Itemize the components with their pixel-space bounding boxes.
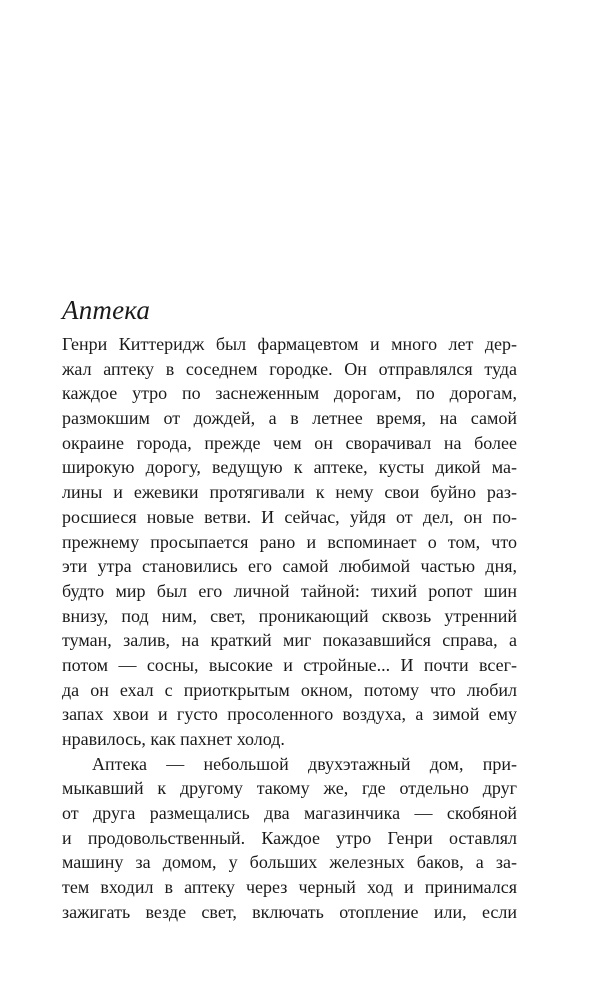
text-line: машину за домом, у больших железных баков, а за- [62,852,517,873]
text-line: запах хвои и густо просоленного воздуха, а зимой ему [62,704,517,725]
text-line: широкую дорогу, ведущую к аптеке, кусты дикой ма- [62,457,517,478]
text-line: от друга размещались два магазинчика — скобяной [62,803,517,824]
paragraph [62,332,517,752]
text-line: мыкавший к другому такому же, где отдельно друг [62,778,517,799]
text-line: размокшим от дождей, а в летнее время, на самой [62,408,517,429]
text-line: Аптека — небольшой двухэтажный дом, при- [92,753,517,774]
body-text [62,332,517,925]
text-line: тем входил в аптеку через черный ход и принимался [62,877,517,898]
text-line: каждое утро по заснеженным дорогам, по дорогам, [62,383,517,404]
paragraph [62,752,517,925]
chapter-title: Аптека [62,295,151,325]
text-line: внизу, под ним, свет, проникающий сквозь утренний [62,605,517,626]
text-line: прежнему просыпается рано и вспоминает о том, что [62,531,517,552]
text-line: росшиеся новые ветви. И сейчас, уйдя от дел, он по- [62,506,517,527]
text-line: туман, залив, на краткий миг показавшийся справа, а [62,630,517,651]
text-line: потом — сосны, высокие и стройные... И почти всег- [62,654,517,675]
text-line: и продовольственный. Каждое утро Генри оставлял [62,827,517,848]
text-line: жал аптеку в соседнем городке. Он отправлялся туда [62,358,517,379]
text-line: будто мир был его личной тайной: тихий ропот шин [62,580,517,601]
text-line: да он ехал с приоткрытым окном, потому что любил [62,679,517,700]
text-line: эти утра становились его самой любимой частью дня, [62,556,517,577]
text-line: нравилось, как пахнет холод. [62,729,285,749]
text-line: лины и ежевики протягивали к нему свои буйно раз- [62,482,517,503]
text-line: окраине города, прежде чем он сворачивал на более [62,432,517,453]
text-line: Генри Киттеридж был фармацевтом и много лет дер- [62,334,517,354]
text-line: зажигать везде свет, включать отопление или, если [62,901,517,922]
